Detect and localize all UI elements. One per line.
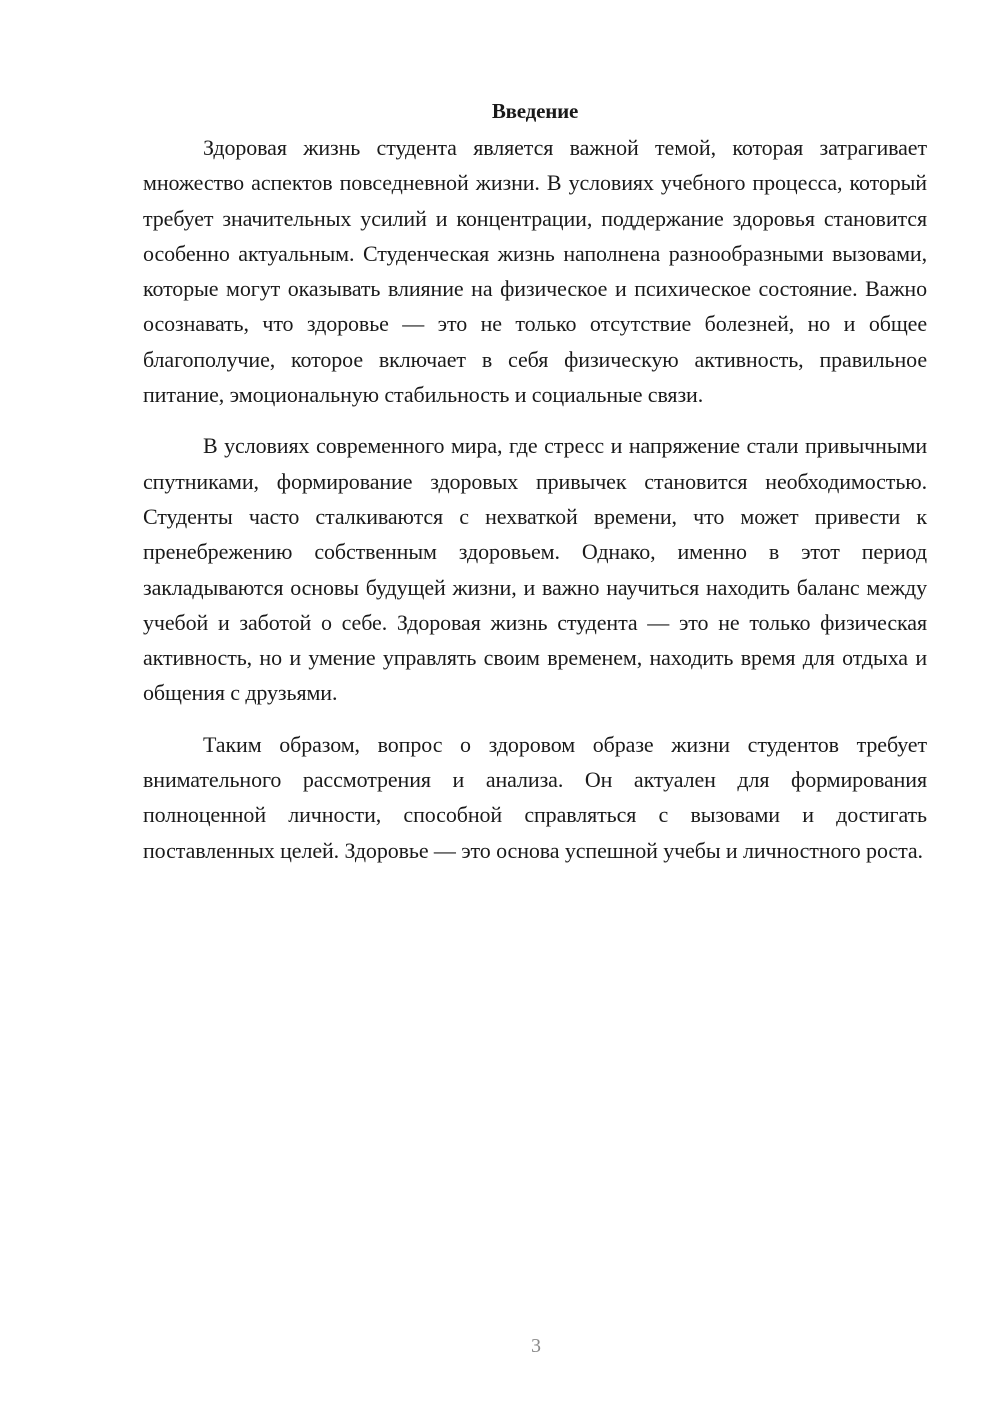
page-number: 3 bbox=[531, 1335, 541, 1357]
paragraph-1: Здоровая жизнь студента является важной темой, которая затрагивает множество аспектов повседневной жизни. В условиях учебного процесса, который требует значительных усилий и концентрации, поддержание здоровья становится особенно актуальным. Студенческая жизнь наполнена разнообразными вызовами, которые могут оказывать влияние на физическое и психическое состояние. Важно осознавать, что здоровье — это не только отсутствие болезней, но и общее благополучие, которое включает в себя физическую активность, правильное питание, эмоциональную стабильность и социальные связи. bbox=[143, 135, 927, 408]
paragraph-2: В условиях современного мира, где стресс и напряжение стали привычными спутниками, формирование здоровых привычек становится необходимостью. Студенты часто сталкиваются с нехваткой времени, что может привести к пренебрежению собственным здоровьем. Однако, именно в этот период закладываются основы будущей жизни, и важно научиться находить баланс между учебой и заботой о себе. Здоровая жизнь студента — это не только физическая активность, но и умение управлять своим временем, находить время для отдыха и общения с друзьями. bbox=[143, 433, 927, 706]
section-heading: Введение bbox=[491, 99, 579, 123]
paragraph-3: Таким образом, вопрос о здоровом образе жизни студентов требует внимательного рассмотрения и анализа. Он актуален для формирования полноценной личности, способной справляться с вызовами и достигать поставленных целей. Здоровье — это основа успешной учебы и личностного роста. bbox=[143, 731, 927, 863]
document-body bbox=[143, 96, 927, 884]
